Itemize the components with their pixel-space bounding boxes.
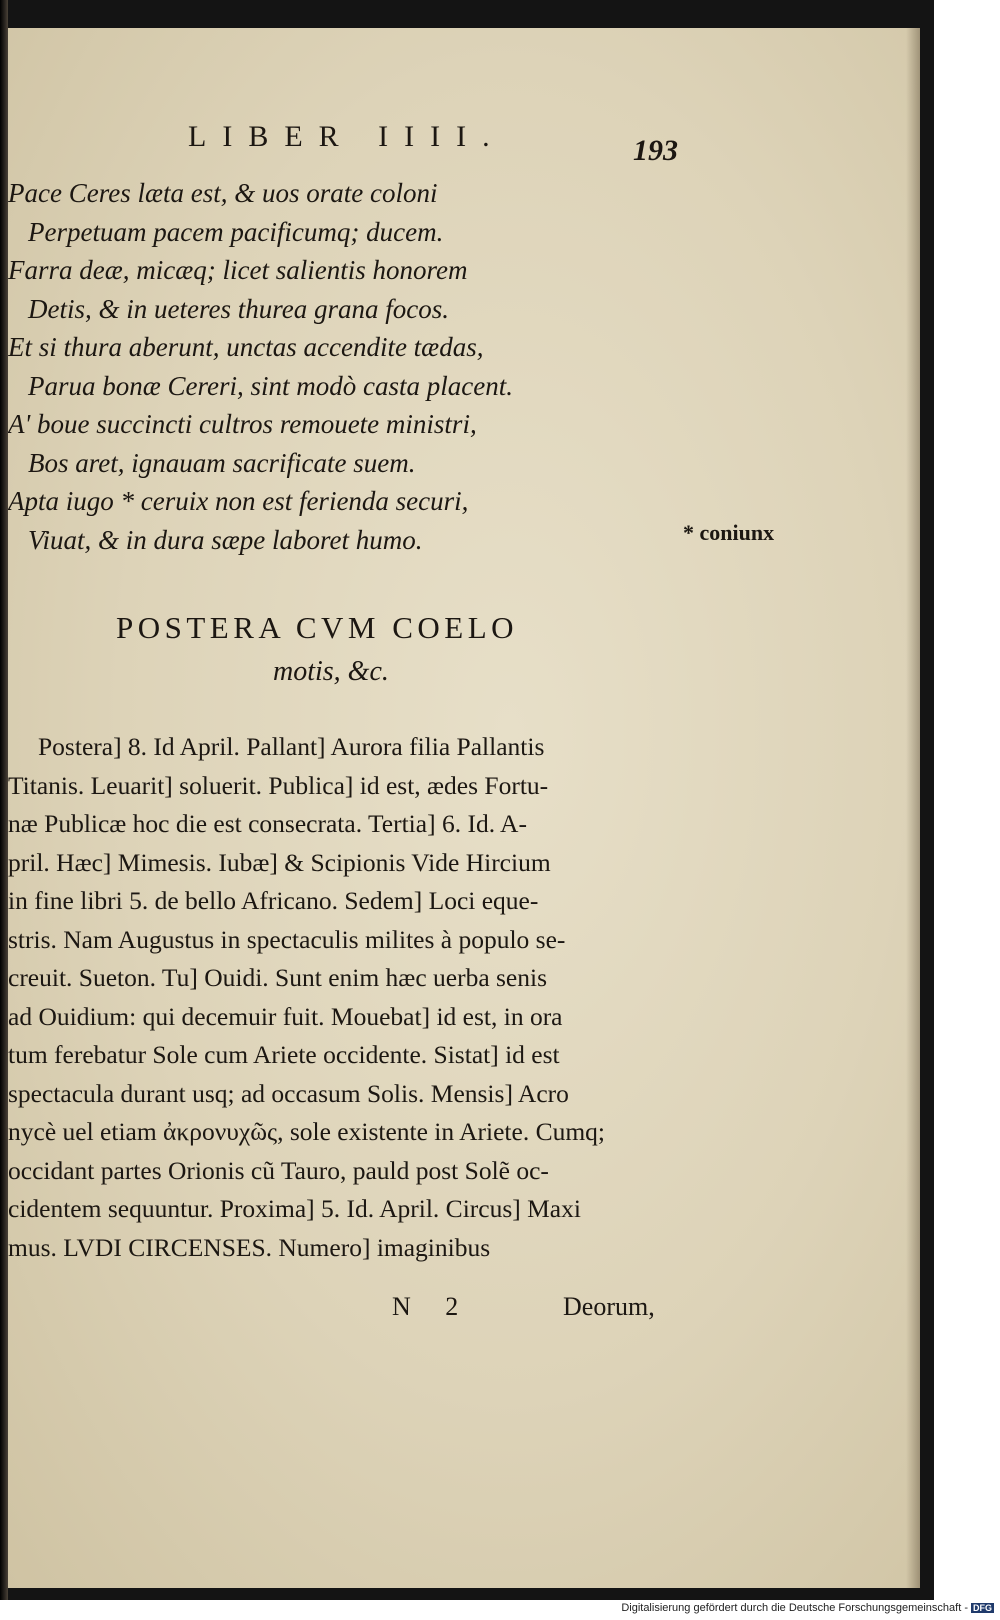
verse-line: Pace Ceres læta est, & uos orate coloni	[8, 178, 438, 208]
commentary-block	[8, 728, 688, 1267]
commentary-line: in fine libri 5. de bello Africano. Sedem] Loci eque-	[8, 886, 539, 915]
verse-line: Farra deæ, micæq; licet salientis honorem	[8, 255, 468, 285]
credit-text: Digitalisierung gefördert durch die Deutsche Forschungsgemeinschaft -	[621, 1602, 968, 1614]
commentary-line: creuit. Sueton. Tu] Ouidi. Sunt enim hæc uerba senis	[8, 963, 548, 992]
verse-line: Detis, & in ueteres thurea grana focos.	[28, 293, 449, 324]
commentary-line: tum ferebatur Sole cum Ariete occidente. Sistat] id est	[8, 1040, 560, 1069]
page-number: 193	[633, 134, 678, 167]
section-heading: POSTERA CVM COELO	[116, 610, 519, 645]
commentary-line: cidentem sequuntur. Proxima] 5. Id. April. Circus] Maxi	[8, 1194, 581, 1223]
book-spine-edge	[0, 0, 8, 1600]
running-head: LIBER IIII.	[188, 120, 506, 153]
commentary-line: occidant partes Orionis cũ Tauro, pauld post Solẽ oc-	[8, 1155, 549, 1185]
signature-mark: N 2	[392, 1292, 473, 1321]
marginal-gloss: * coniunx	[683, 520, 775, 545]
catchword: Deorum,	[563, 1292, 655, 1321]
commentary-line: Titanis. Leuarit] soluerit. Publica] id est, ædes Fortu-	[8, 770, 549, 800]
commentary-line: stris. Nam Augustus in spectaculis milites à populo se-	[8, 924, 566, 954]
verse-line: A' boue succincti cultros remouete ministri,	[8, 409, 477, 439]
section-subheading: motis, &c.	[273, 656, 389, 687]
digitization-credit	[621, 1602, 994, 1614]
dfg-logo-icon: DFG	[973, 1603, 992, 1614]
verse-line: Viuat, & in dura sæpe laboret humo.	[28, 524, 423, 555]
verse-line: Apta iugo * ceruix non est ferienda securi,	[8, 486, 469, 516]
commentary-line: nycè uel etiam ἀκρονυχῶς, sole existente in Ariete. Cumq;	[8, 1117, 605, 1146]
commentary-line: ad Ouidium: qui decemuir fuit. Mouebat] id est, in ora	[8, 1001, 563, 1031]
commentary-line: pril. Hæc] Mimesis. Iubæ] & Scipionis Vide Hircium	[8, 847, 551, 877]
commentary-line: spectacula durant usq; ad occasum Solis. Mensis] Acro	[8, 1078, 569, 1108]
verse-line: Bos aret, ignauam sacrificate suem.	[28, 447, 416, 478]
verse-block	[8, 174, 568, 559]
page-edge-shadow	[906, 28, 920, 1588]
commentary-line: Postera] 8. Id April. Pallant] Aurora filia Pallantis	[38, 732, 545, 761]
verse-line: Perpetuam pacem pacificumq; ducem.	[28, 216, 444, 247]
verse-line: Et si thura aberunt, unctas accendite tædas,	[8, 332, 484, 362]
commentary-line: næ Publicæ hoc die est consecrata. Tertia] 6. Id. A-	[8, 809, 527, 838]
book-page	[8, 28, 920, 1588]
commentary-line: mus. LVDI CIRCENSES. Numero] imaginibus	[8, 1232, 491, 1262]
verse-line: Parua bonæ Cereri, sint modò casta placent.	[28, 370, 513, 401]
